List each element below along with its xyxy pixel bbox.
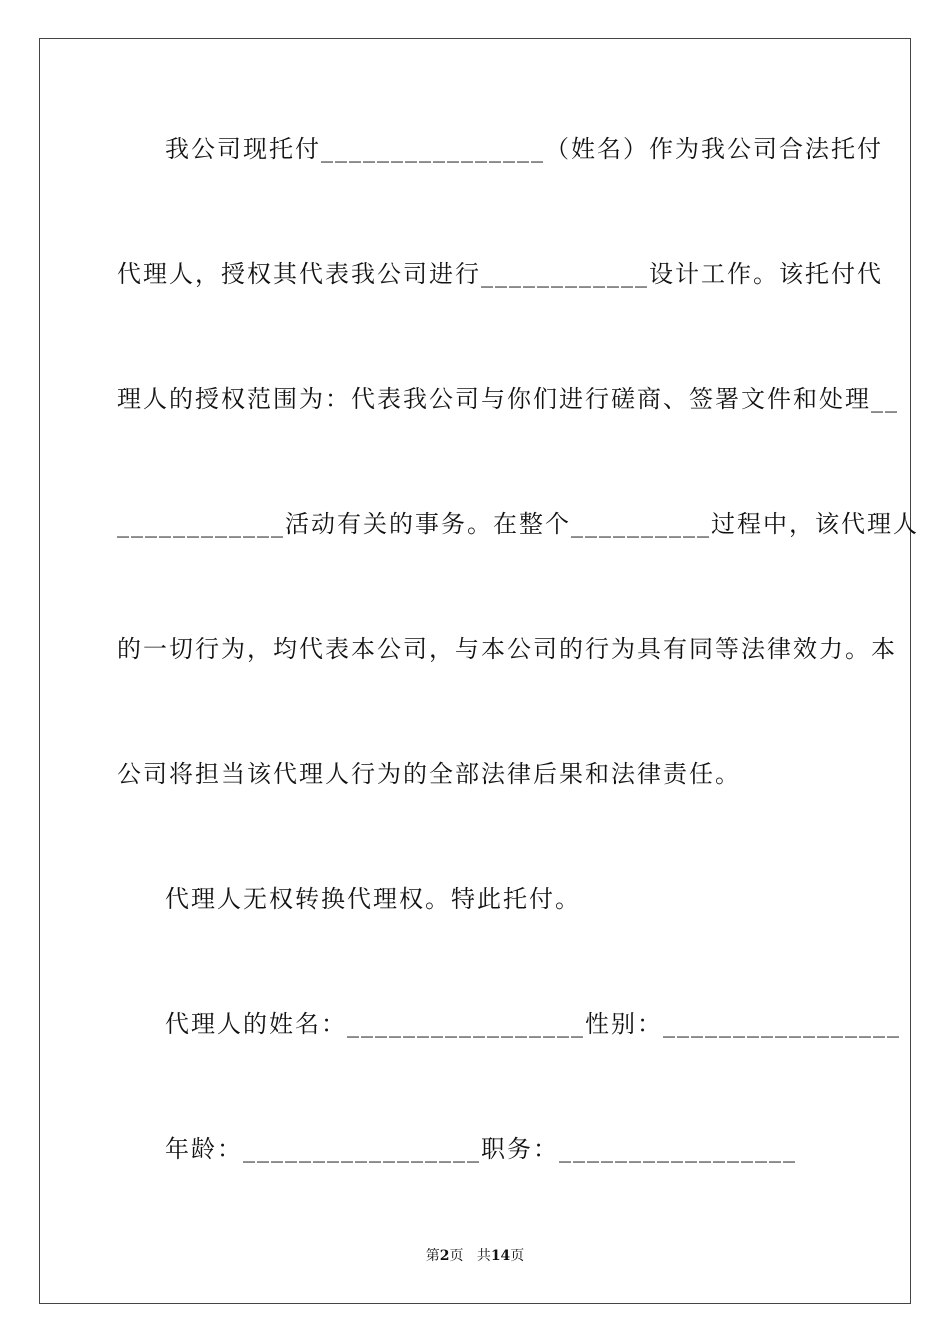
footer-total-pages: 14: [490, 1248, 511, 1264]
paragraph-line-5: 的一切行为，均代表本公司，与本公司的行为具有同等法律效力。本: [117, 635, 897, 663]
paragraph-line-1: 我公司现托付________________（姓名）作为我公司合法托付: [165, 135, 883, 163]
footer-page-prefix: 第: [425, 1248, 440, 1264]
paragraph-line-7: 代理人无权转换代理权。特此托付。: [165, 885, 581, 913]
paragraph-line-3: 理人的授权范围为：代表我公司与你们进行磋商、签署文件和处理__: [117, 385, 899, 413]
paragraph-line-4: ____________活动有关的事务。在整个__________过程中，该代理人: [117, 510, 919, 538]
paragraph-line-2: 代理人，授权其代表我公司进行____________设计工作。该托付代: [117, 260, 883, 288]
page-frame: [39, 38, 911, 1304]
footer-total-prefix: 共: [476, 1248, 491, 1264]
agent-name-gender-line: 代理人的姓名：_________________性别：_________________: [165, 1010, 901, 1038]
paragraph-line-6: 公司将担当该代理人行为的全部法律后果和法律责任。: [117, 760, 741, 788]
age-position-line: 年龄：_________________职务：_________________: [165, 1135, 797, 1163]
footer-total-suffix: 页: [510, 1248, 525, 1264]
footer-page-suffix: 页: [449, 1248, 464, 1264]
page-footer: [0, 1246, 950, 1266]
footer-page-number: 2: [439, 1248, 450, 1264]
